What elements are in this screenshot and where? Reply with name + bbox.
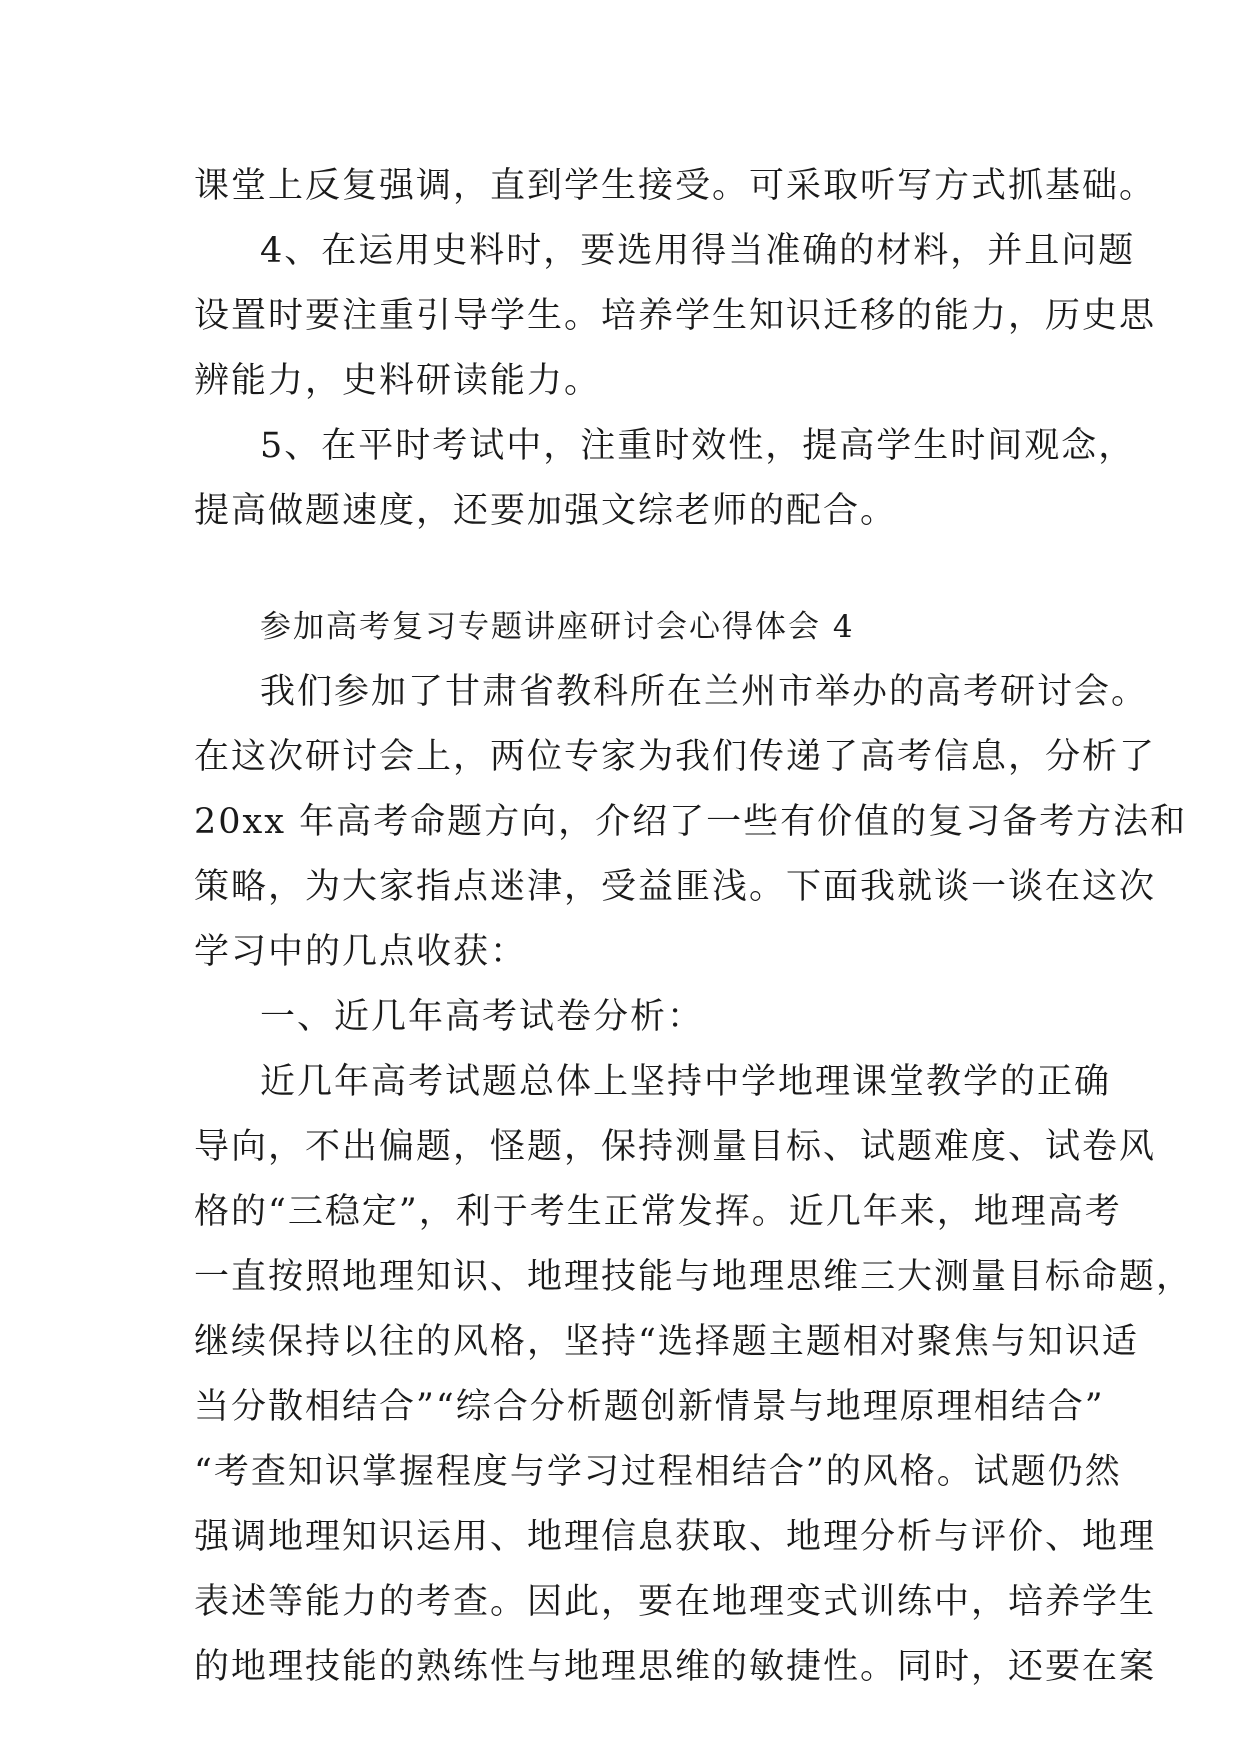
paragraph-line: 当分散相结合”“综合分析题创新情景与地理原理相结合” bbox=[194, 1387, 1105, 1427]
paragraph-line: 一直按照地理知识、地理技能与地理思维三大测量目标命题， bbox=[194, 1257, 1194, 1297]
paragraph-line: 策略，为大家指点迷津，受益匪浅。下面我就谈一谈在这次 bbox=[194, 867, 1157, 907]
paragraph-line: 的地理技能的熟练性与地理思维的敏捷性。同时，还要在案 bbox=[194, 1647, 1157, 1687]
paragraph-line: 导向，不出偏题，怪题，保持测量目标、试题难度、试卷风 bbox=[194, 1127, 1157, 1167]
paragraph-line: 5、在平时考试中，注重时效性，提高学生时间观念， bbox=[260, 426, 1136, 466]
paragraph-line: 我们参加了甘肃省教科所在兰州市举办的高考研讨会。 bbox=[260, 672, 1149, 712]
paragraph-line: 辨能力，史料研读能力。 bbox=[194, 361, 602, 401]
paragraph-line: 设置时要注重引导学生。培养学生知识迁移的能力，历史思 bbox=[194, 296, 1157, 336]
paragraph-line: 4、在运用史料时，要选用得当准确的材料，并且问题 bbox=[260, 231, 1136, 271]
paragraph-line: 在这次研讨会上，两位专家为我们传递了高考信息，分析了 bbox=[194, 737, 1157, 777]
paragraph-line: 提高做题速度，还要加强文综老师的配合。 bbox=[194, 491, 898, 531]
paragraph-line: 学习中的几点收获： bbox=[194, 932, 528, 972]
paragraph-line: 继续保持以往的风格，坚持“选择题主题相对聚焦与知识适 bbox=[194, 1322, 1139, 1362]
subheading: 一、近几年高考试卷分析： bbox=[260, 997, 705, 1037]
paragraph-line: “考查知识掌握程度与学习过程相结合”的风格。试题仍然 bbox=[194, 1452, 1122, 1492]
paragraph-line: 课堂上反复强调，直到学生接受。可采取听写方式抓基础。 bbox=[194, 166, 1157, 206]
paragraph-line: 格的“三稳定”，利于考生正常发挥。近几年来，地理高考 bbox=[194, 1192, 1122, 1232]
paragraph-line: 20xx 年高考命题方向，介绍了一些有价值的复习备考方法和 bbox=[194, 802, 1188, 842]
section-title: 参加高考复习专题讲座研讨会心得体会 4 bbox=[260, 609, 855, 645]
paragraph-line: 强调地理知识运用、地理信息获取、地理分析与评价、地理 bbox=[194, 1517, 1157, 1557]
paragraph-line: 近几年高考试题总体上坚持中学地理课堂教学的正确 bbox=[260, 1062, 1112, 1102]
paragraph-line: 表述等能力的考查。因此，要在地理变式训练中，培养学生 bbox=[194, 1582, 1157, 1622]
